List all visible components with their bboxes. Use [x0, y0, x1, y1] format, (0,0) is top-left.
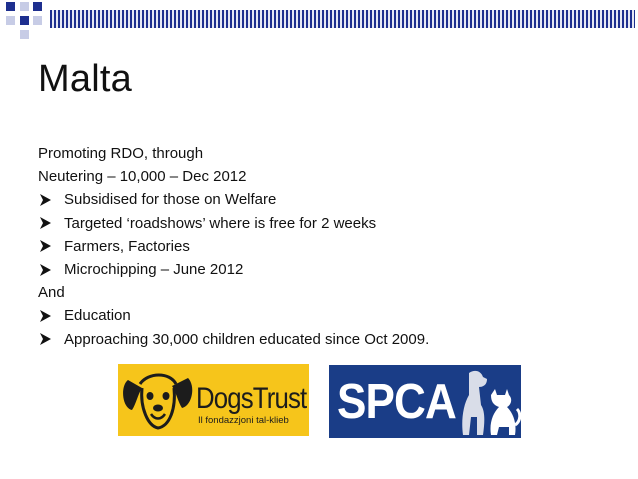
line-text: Neutering – 10,000 – Dec 2012: [38, 168, 247, 186]
bullet-item: [38, 235, 598, 258]
bullet-item: [38, 328, 598, 351]
line-text: Education: [64, 307, 131, 325]
bullet-item: [38, 212, 598, 235]
slide-title: Malta: [38, 58, 132, 100]
spca-logo: [329, 365, 521, 438]
arrow-bullet-icon: [40, 333, 51, 345]
body-text-line: [38, 281, 598, 304]
deco-square: [33, 16, 42, 25]
deco-square: [6, 2, 15, 11]
deco-square: [6, 16, 15, 25]
line-text: Microchipping – June 2012: [64, 260, 244, 278]
line-text: Promoting RDO, through: [38, 145, 204, 162]
deco-square: [20, 2, 29, 11]
deco-square: [33, 2, 42, 11]
dogs-trust-logo: [118, 364, 309, 436]
dog-and-cat-icon: [451, 365, 521, 438]
line-text: Approaching 30,000 children educated since Oct 2009.: [64, 330, 430, 348]
header-decoration: [0, 0, 638, 40]
dog-face-icon: [118, 364, 196, 436]
bullet-item: [38, 304, 598, 327]
dogs-trust-wordmark: DogsTrust: [196, 382, 307, 415]
arrow-bullet-icon: [40, 194, 51, 206]
line-text: And: [38, 284, 65, 302]
deco-square: [20, 30, 29, 39]
line-text: Farmers, Factories: [64, 237, 190, 255]
line-text: Targeted ‘roadshows’ where is free for 2 weeks: [64, 214, 377, 232]
arrow-bullet-icon: [40, 217, 51, 229]
deco-square: [20, 16, 29, 25]
dogs-trust-tagline: Il fondazzjoni tal-klieb: [198, 415, 289, 426]
header-stripe-bar: [50, 10, 635, 28]
spca-wordmark: SPCA: [337, 375, 456, 429]
bullet-item: [38, 258, 598, 281]
line-text: Subsidised for those on Welfare: [64, 191, 277, 209]
arrow-bullet-icon: [40, 310, 51, 322]
slide-body: [38, 142, 598, 351]
body-text-line: [38, 142, 598, 165]
body-text-line: [38, 165, 598, 188]
arrow-bullet-icon: [40, 264, 51, 276]
arrow-bullet-icon: [40, 240, 51, 252]
bullet-item: [38, 188, 598, 211]
